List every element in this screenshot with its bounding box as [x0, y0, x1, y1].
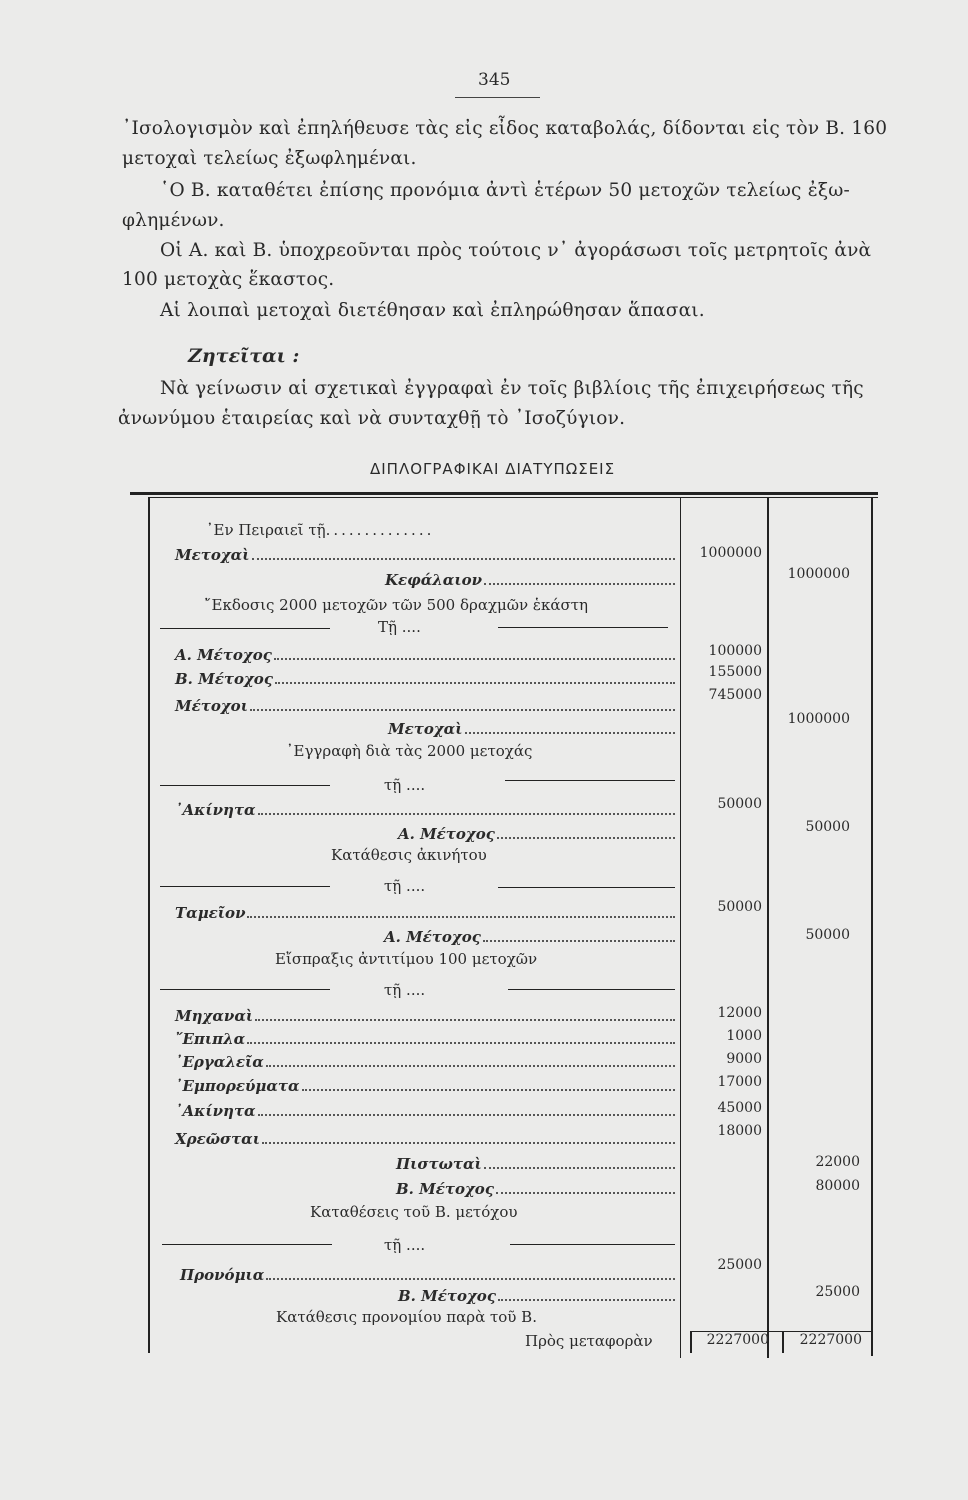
e2-credit: 1000000: [787, 711, 850, 727]
page-number: 345: [478, 70, 511, 90]
e6-credit: 25000: [815, 1284, 860, 1300]
e6-credit-label: Β. Μέτοχος: [398, 1287, 675, 1305]
e5-debit3: 9000: [726, 1051, 762, 1067]
ledger-right-border: [871, 498, 873, 1356]
sep4-left: [160, 989, 330, 990]
sep1-left: [160, 628, 330, 629]
e5-debit1: 12000: [717, 1005, 762, 1021]
intro-line-1: ᾿Ισολογισμὸν καὶ ἐπηλήθευσε τὰς εἰς εἶδος καταβολάς, δίδονται εἰς τὸν Β. 160: [122, 118, 888, 139]
e1-credit: 1000000: [787, 566, 850, 582]
e5-debit6: 18000: [717, 1123, 762, 1139]
ledger-left-border: [148, 498, 150, 1353]
ledger-place: ᾿Εν Πειραιεῖ τῇ..............: [206, 521, 435, 539]
e5-debit3-label: ᾿Εργαλεῖα: [175, 1053, 675, 1071]
intro-line-5: Οἱ Α. καὶ Β. ὑποχρεοῦνται πρὸς τούτοις ν᾿ ἀγοράσωσι τοῖς μετρητοῖς ἀνὰ: [160, 240, 872, 261]
e1-credit-label: Κεφάλαιον: [385, 571, 675, 589]
intro-line-4: φλημένων.: [122, 210, 225, 231]
carry-mid-bar: [782, 1331, 784, 1353]
tee-3: τῇ ....: [384, 877, 426, 895]
e6-desc: Κατάθεσις προνομίου παρὰ τοῦ Β.: [276, 1308, 537, 1326]
e4-credit: 50000: [805, 927, 850, 943]
e3-debit-label: ᾿Ακίνητα: [175, 801, 675, 819]
e4-debit: 50000: [717, 899, 762, 915]
sep3-right: [498, 887, 675, 888]
e2-credit-label: Μετοχαὶ: [388, 720, 675, 738]
tee-2: τῇ ....: [384, 776, 426, 794]
e5-debit2: 1000: [726, 1028, 762, 1044]
e4-credit-label: Α. Μέτοχος: [384, 928, 675, 946]
intro-line-3: ῾Ο Β. καταθέτει ἐπίσης προνόμια ἀντὶ ἑτέρων 50 μετοχῶν τελείως ἐξω-: [160, 180, 850, 201]
page-number-rule: [455, 97, 540, 98]
tee-5: τῇ ....: [384, 1236, 426, 1254]
e5-credit1-label: Πιστωταὶ: [396, 1155, 675, 1173]
e5-debit5: 45000: [717, 1100, 762, 1116]
e2-debit3-label: Μέτοχοι: [175, 697, 675, 715]
zititai-heading: Ζητεῖται :: [188, 345, 300, 367]
sep2-left: [160, 785, 330, 786]
sep1-right: [498, 627, 668, 628]
e5-credit1: 22000: [815, 1154, 860, 1170]
ledger-col-sep-1: [680, 498, 681, 1358]
e2-desc: ᾿Εγγραφὴ διὰ τὰς 2000 μετοχάς: [286, 742, 533, 760]
carry-debit: 2227000: [706, 1332, 769, 1348]
ledger-col-sep-2: [767, 498, 769, 1358]
e1-desc: ῎Εκδοσις 2000 μετοχῶν τῶν 500 δραχμῶν ἑκάστη: [204, 596, 589, 614]
intro-line-6: 100 μετοχὰς ἕκαστος.: [122, 269, 335, 290]
e4-debit-label: Ταμεῖον: [175, 904, 675, 922]
task-line-1: Νὰ γείνωσιν αἱ σχετικαὶ ἐγγραφαὶ ἐν τοῖς βιβλίοις τῆς ἐπιχειρήσεως τῆς: [160, 378, 864, 399]
sep3-left: [160, 886, 330, 887]
e5-desc: Καταθέσεις τοῦ Β. μετόχου: [310, 1203, 518, 1221]
e5-debit5-label: ᾿Ακίνητα: [175, 1102, 675, 1120]
task-line-2: ἀνωνύμου ἑταιρείας καὶ νὰ συνταχθῇ τὸ ᾿Ισοζύγιον.: [118, 408, 626, 429]
e5-credit2-label: Β. Μέτοχος: [396, 1180, 675, 1198]
carry-left-bar: [690, 1331, 692, 1353]
e2-debit2-label: Β. Μέτοχος: [175, 670, 675, 688]
e3-desc: Κατάθεσις ἀκινήτου: [331, 846, 487, 864]
sep2-right: [505, 780, 675, 781]
section-heading: ΔΙΠΛΟΓΡΑΦΙΚΑΙ ΔΙΑΤΥΠΩΣΕΙΣ: [370, 460, 616, 478]
intro-line-7: Αἱ λοιπαὶ μετοχαὶ διετέθησαν καὶ ἐπληρώθησαν ἅπασαι.: [160, 300, 705, 321]
e5-debit4-label: ᾿Εμπορεύματα: [175, 1077, 675, 1095]
e5-debit4: 17000: [717, 1074, 762, 1090]
tee-1: Τῇ ....: [378, 618, 421, 636]
e2-debit2: 155000: [708, 664, 762, 680]
e3-debit: 50000: [717, 796, 762, 812]
carry-credit: 2227000: [799, 1332, 862, 1348]
e2-debit3: 745000: [708, 687, 762, 703]
carry-label: Πρὸς μεταφορὰν: [525, 1332, 653, 1350]
e5-debit2-label: ῎Επιπλα: [175, 1030, 675, 1048]
e4-desc: Εἴσπραξις ἀντιτίμου 100 μετοχῶν: [275, 950, 538, 968]
ledger-top-rule: [130, 492, 878, 495]
sep5-left: [162, 1244, 332, 1245]
e2-debit1-label: Α. Μέτοχος: [175, 646, 675, 664]
e5-debit6-label: Χρεῶσται: [175, 1130, 675, 1148]
e3-credit-label: Α. Μέτοχος: [398, 825, 675, 843]
intro-line-2: μετοχαὶ τελείως ἐξωφλημέναι.: [122, 148, 417, 169]
tee-4: τῇ ....: [384, 981, 426, 999]
e5-credit2: 80000: [815, 1178, 860, 1194]
e5-debit1-label: Μηχαναὶ: [175, 1007, 675, 1025]
sep4-right: [508, 989, 675, 990]
e2-debit1: 100000: [708, 643, 762, 659]
e6-debit-label: Προνόμια: [180, 1266, 675, 1284]
e1-debit: 1000000: [699, 545, 762, 561]
e3-credit: 50000: [805, 819, 850, 835]
sep5-right: [510, 1244, 675, 1245]
e1-debit-label: Μετοχαὶ: [175, 546, 675, 564]
e6-debit: 25000: [717, 1257, 762, 1273]
